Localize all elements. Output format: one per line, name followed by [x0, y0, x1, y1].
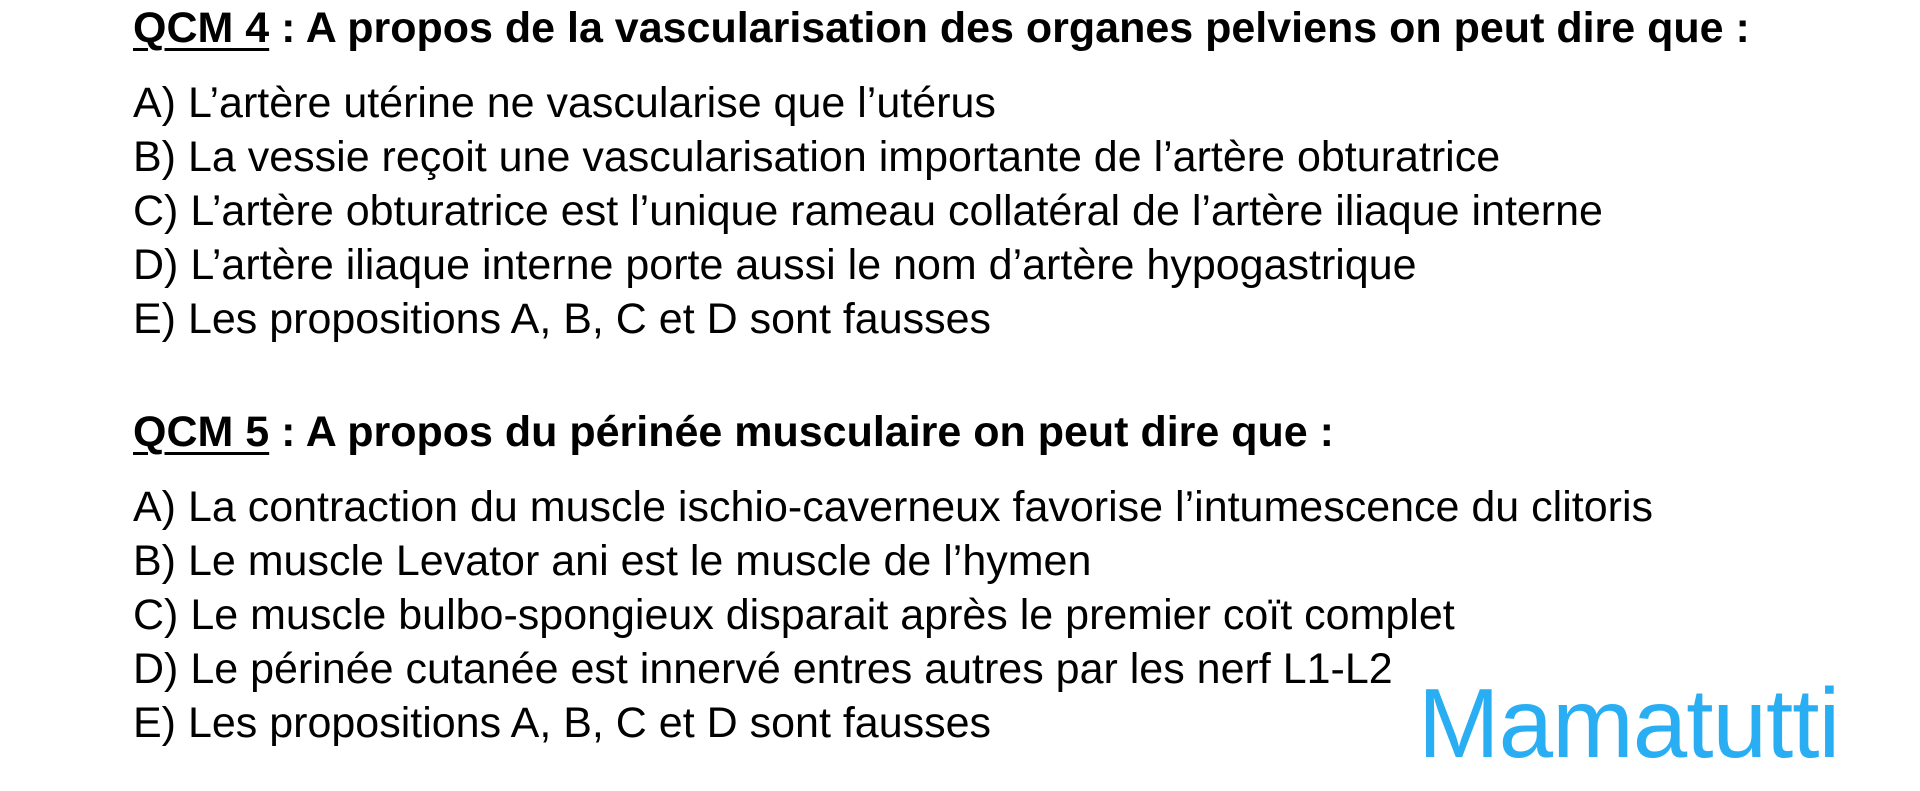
question-qcm4 [133, 0, 1903, 346]
watermark: Mamatutti [1418, 668, 1840, 778]
answer-option-e: E) Les propositions A, B, C et D sont fausses [133, 295, 992, 343]
question-id: QCM 4 [133, 4, 270, 52]
question-title [133, 404, 1903, 460]
answer-option-b: B) La vessie reçoit une vascularisation importante de l’artère obturatrice [133, 133, 1501, 181]
answer-option-a: A) L’artère utérine ne vascularise que l’utérus [133, 79, 996, 127]
question-id: QCM 5 [133, 408, 270, 456]
answer-option-a: A) La contraction du muscle ischio-caverneux favorise l’intumescence du clitoris [133, 483, 1654, 531]
answer-options [133, 76, 1903, 346]
question-text: : A propos du périnée musculaire on peut dire que : [269, 408, 1334, 456]
answer-option-b: B) Le muscle Levator ani est le muscle de l’hymen [133, 537, 1092, 585]
answer-option-c: C) L’artère obturatrice est l’unique rameau collatéral de l’artère iliaque interne [133, 187, 1603, 235]
question-title [133, 0, 1903, 56]
answer-option-d: D) Le périnée cutanée est innervé entres autres par les nerf L1-L2 [133, 645, 1393, 693]
answer-option-d: D) L’artère iliaque interne porte aussi le nom d’artère hypogastrique [133, 241, 1417, 289]
question-text: : A propos de la vascularisation des organes pelviens on peut dire que : [269, 4, 1750, 52]
answer-option-c: C) Le muscle bulbo-spongieux disparait après le premier coït complet [133, 591, 1455, 639]
answer-option-e: E) Les propositions A, B, C et D sont fausses [133, 699, 992, 747]
